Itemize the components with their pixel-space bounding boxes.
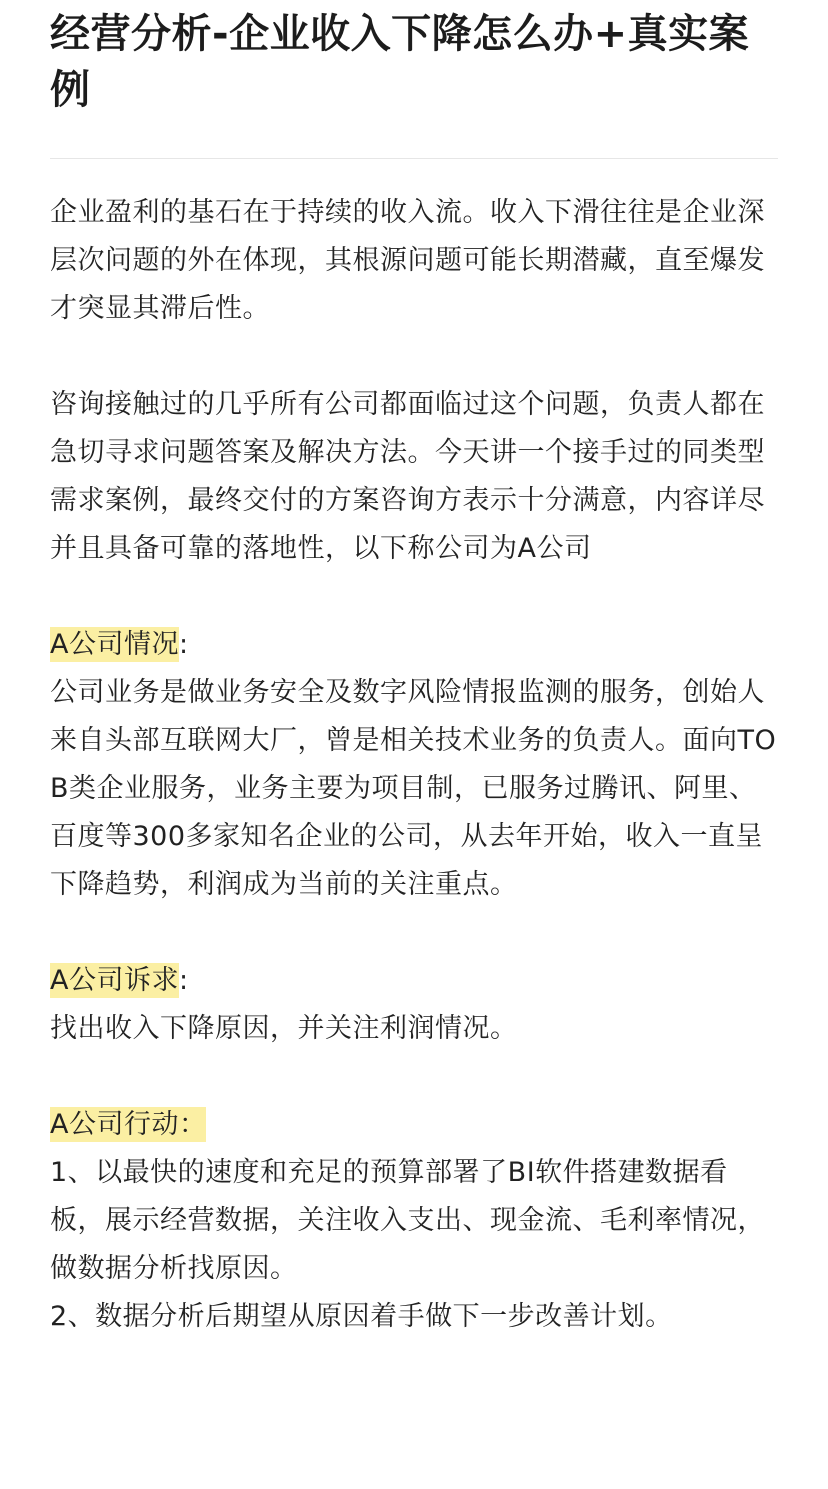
action-item-2: 2、数据分析后期望从原因着手做下一步改善计划。 [50, 1301, 673, 1332]
demand-heading: A公司诉求 [50, 965, 179, 996]
demand-heading-line [50, 957, 778, 1005]
title-divider [50, 158, 778, 159]
article-title: 经营分析-企业收入下降怎么办+真实案例 [50, 11, 750, 113]
situation-heading-line [50, 621, 778, 669]
action-heading-line [50, 1101, 778, 1149]
demand-text: 找出收入下降原因，并关注利润情况。 [50, 1013, 518, 1044]
situation-colon: : [178, 629, 189, 660]
action-item-1: 1、以最快的速度和充足的预算部署了BI软件搭建数据看板，展示经营数据，关注收入支出、现金流、毛利率情况，做数据分析找原因。 [50, 1157, 765, 1284]
situation-text: 公司业务是做业务安全及数字风险情报监测的服务，创始人来自头部互联网大厂，曾是相关技术业务的负责人。面向TO B类企业服务，业务主要为项目制，已服务过腾讯、阿里、百度等300多家知名企业的公司，从去年开始，收入一直呈下降趋势，利润成为当前的关注重点。 [50, 677, 777, 900]
situation-heading: A公司情况 [50, 629, 179, 660]
demand-colon: : [178, 965, 189, 996]
intro-paragraph: 企业盈利的基石在于持续的收入流。收入下滑往往是企业深层次问题的外在体现，其根源问题可能长期潜藏，直至爆发才突显其滞后性。 [50, 197, 765, 324]
action-heading: A公司行动： [50, 1109, 207, 1140]
background-paragraph: 咨询接触过的几乎所有公司都面临过这个问题，负责人都在急切寻求问题答案及解决方法。今天讲一个接手过的同类型需求案例，最终交付的方案咨询方表示十分满意，内容详尽并且具备可靠的落地性，以下称公司为A公司 [50, 389, 765, 564]
article-body [50, 189, 778, 1341]
